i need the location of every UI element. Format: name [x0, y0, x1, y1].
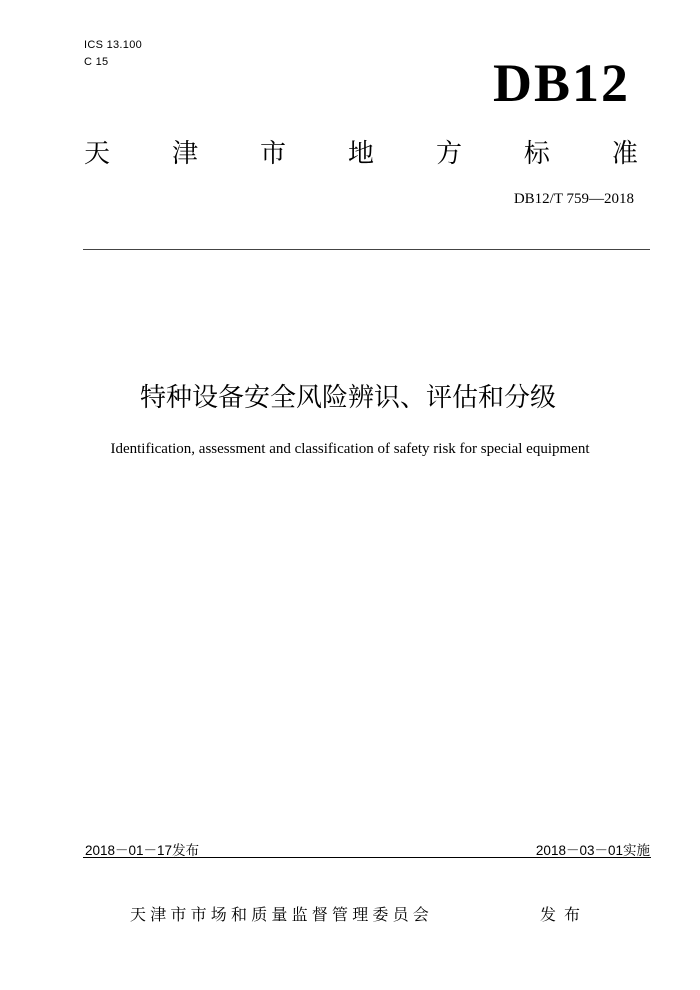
- standard-type-char: 准: [611, 139, 638, 169]
- standard-type: [84, 136, 638, 172]
- document-title-english: Identification, assessment and classification of safety risk for special equipment: [110, 441, 590, 457]
- implementation-date: 2018－03－01实施: [535, 843, 650, 858]
- standard-type-char: 津: [171, 139, 198, 169]
- standard-type-char: 市: [259, 139, 286, 169]
- ccs-code: C 15: [84, 56, 109, 68]
- standard-number: DB12/T 759—2018: [513, 191, 634, 207]
- footer-divider: [83, 857, 651, 858]
- header-divider: [83, 249, 650, 250]
- standard-type-char: 方: [435, 139, 462, 169]
- ics-code: ICS 13.100: [84, 39, 143, 51]
- standard-logo: DB12: [492, 53, 630, 113]
- issue-date: 2018－01－17发布: [85, 843, 200, 858]
- standard-type-char: 标: [523, 139, 550, 169]
- standard-type-char: 天: [84, 139, 111, 169]
- issuing-authority: 天津市市场和质量监督管理委员会: [130, 905, 434, 924]
- standard-type-char: 地: [347, 139, 374, 169]
- classification-codes: [84, 37, 142, 71]
- document-title-chinese: 特种设备安全风险辨识、评估和分级: [139, 383, 556, 413]
- issue-label: 发布: [540, 905, 589, 924]
